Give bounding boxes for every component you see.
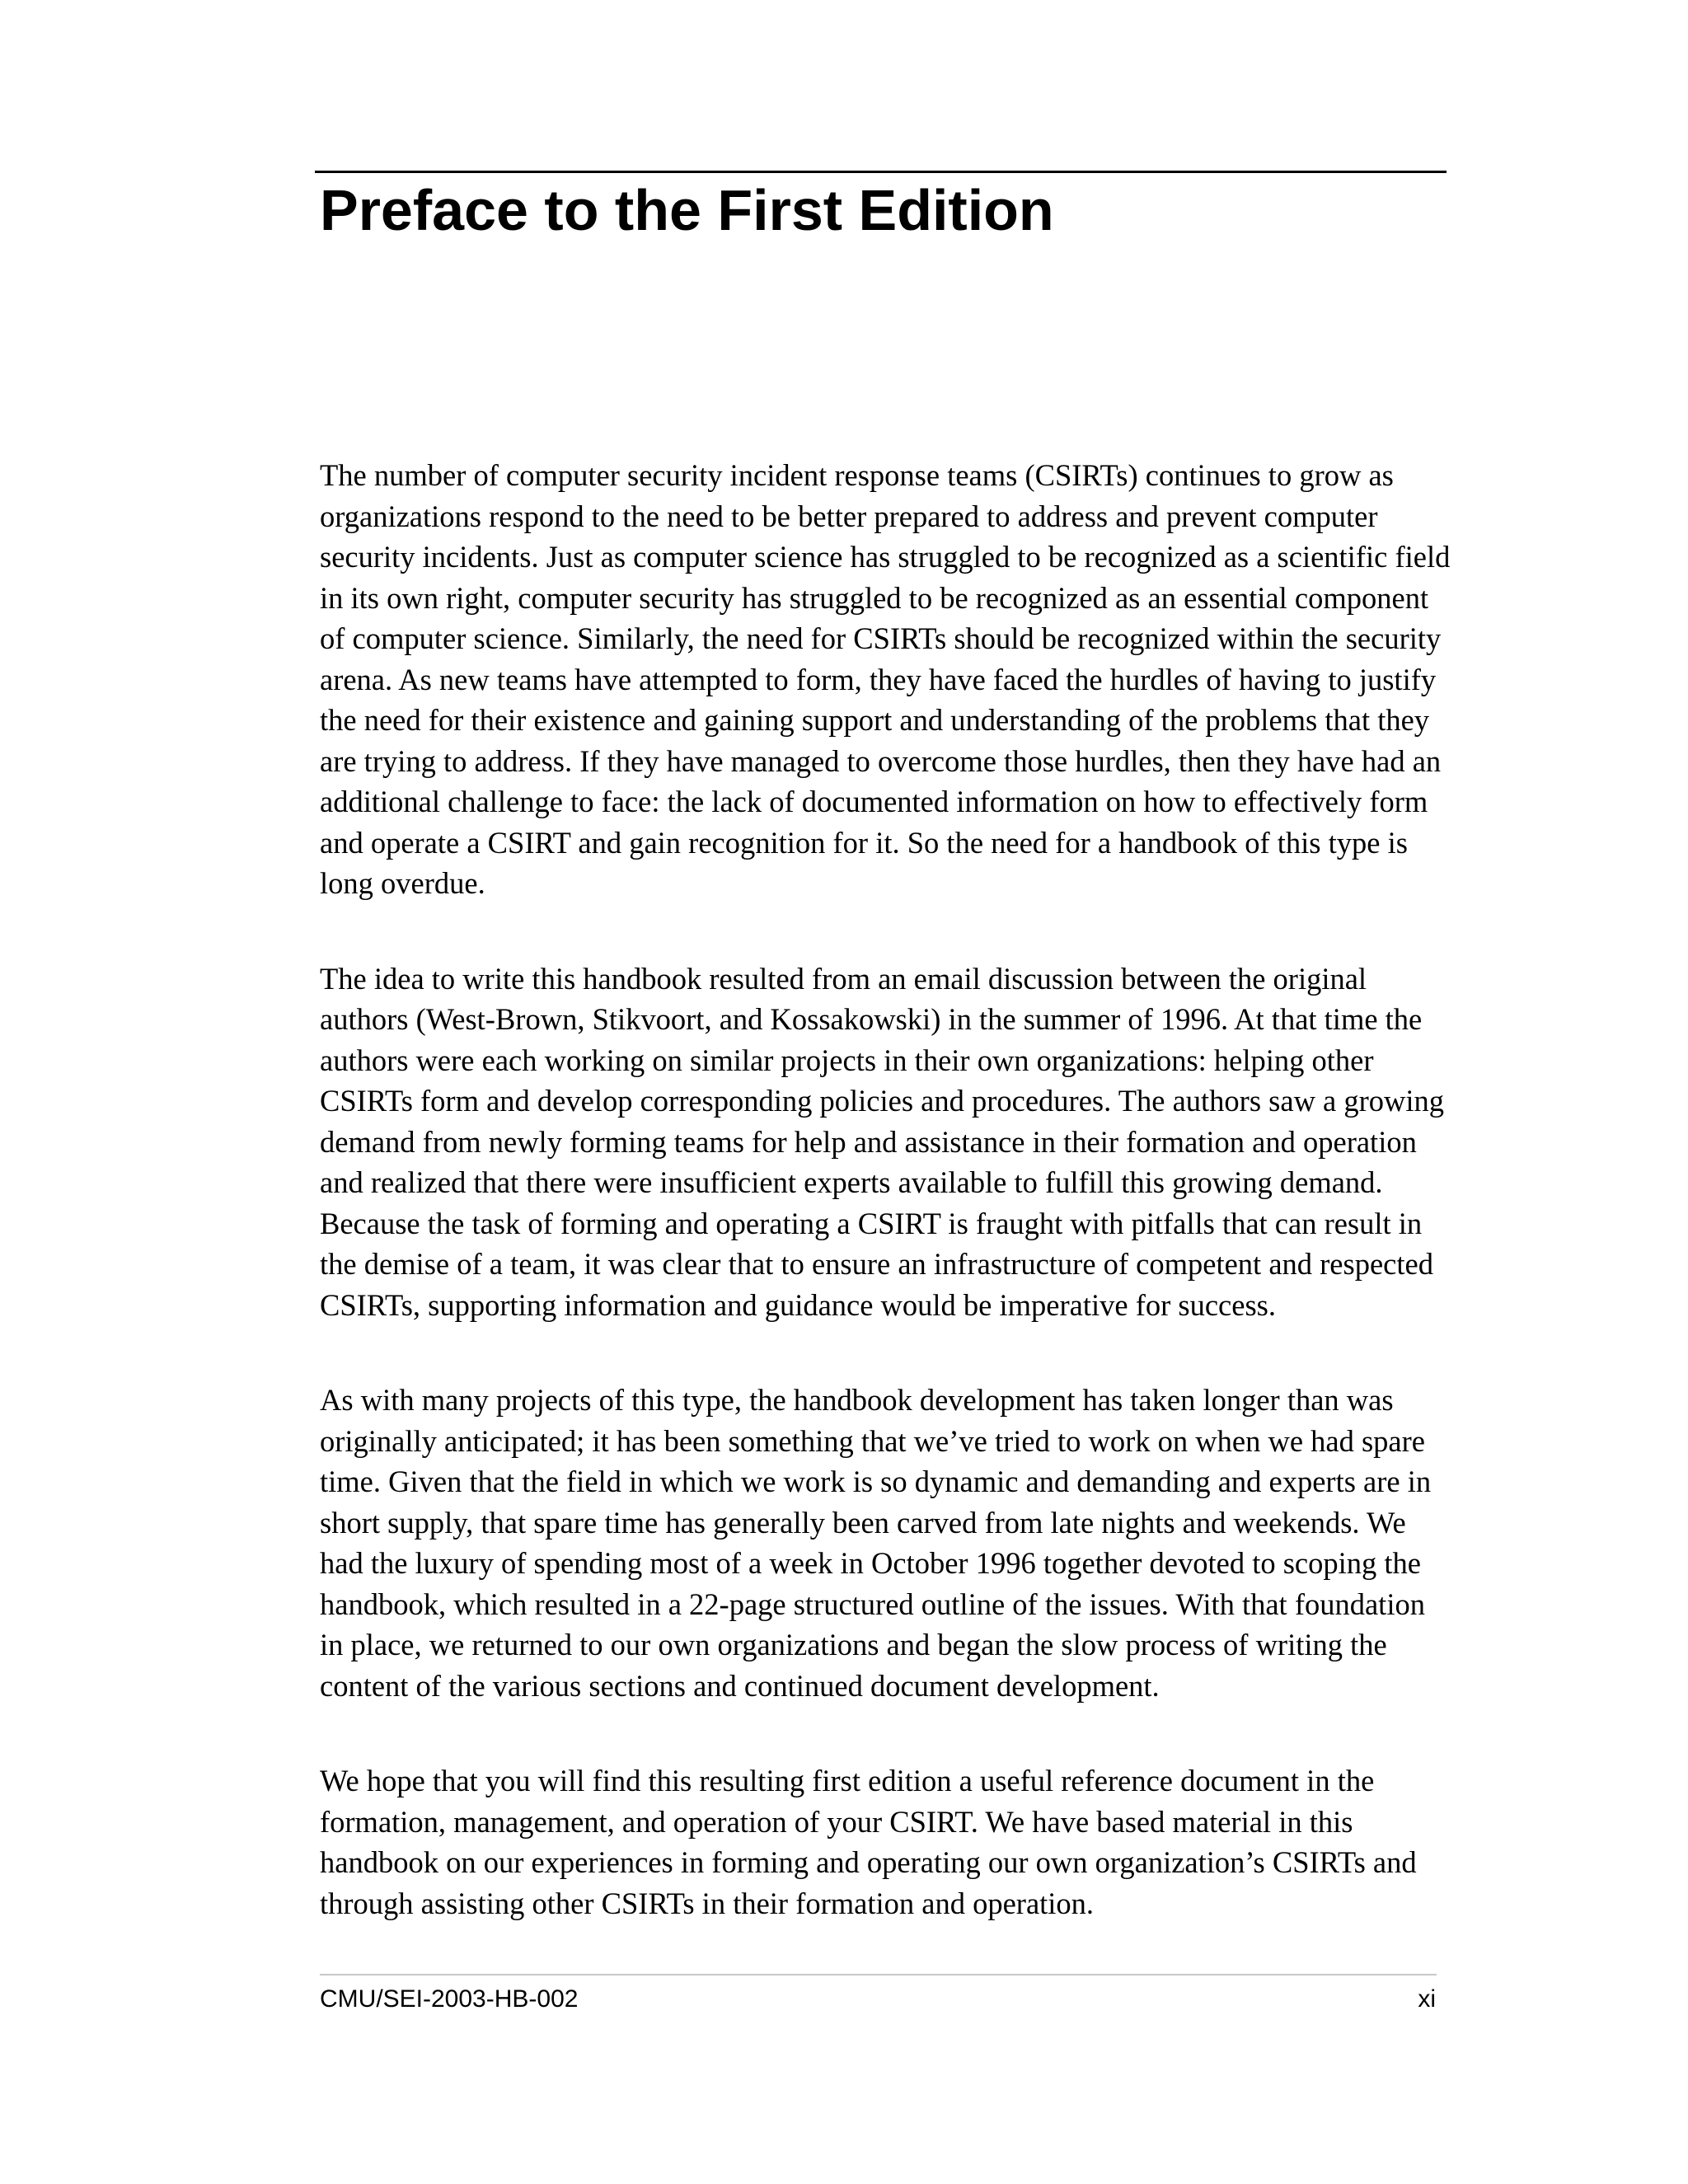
text-line: and realized that there were insufficient experts available to fulfill this growing demand. <box>320 1165 1383 1199</box>
text-line: authors were each working on similar projects in their own organizations: helping other <box>320 1043 1374 1077</box>
footer-page-number: xi <box>1418 1985 1436 2013</box>
text-line: CSIRTs form and develop corresponding policies and procedures. The authors saw a growing <box>320 1084 1445 1118</box>
page-title: Preface to the First Edition <box>320 178 1054 242</box>
text-line: through assisting other CSIRTs in their formation and operation. <box>320 1886 1095 1920</box>
paragraph-3 <box>320 1380 1453 1706</box>
footer-rule <box>320 1974 1437 1975</box>
text-line: originally anticipated; it has been something that we’ve tried to work on when we had spare <box>320 1423 1425 1458</box>
text-line: The idea to write this handbook resulted from an email discussion between the original <box>320 961 1367 996</box>
text-line: are trying to address. If they have managed to overcome those hurdles, then they have had an <box>320 743 1442 778</box>
text-line: time. Given that the field in which we work is so dynamic and demanding and experts are in <box>320 1465 1432 1498</box>
paragraph-4 <box>320 1760 1453 1924</box>
text-line: handbook, which resulted in a 22-page structured outline of the issues. With that foundation <box>320 1586 1425 1621</box>
text-line: authors (West-Brown, Stikvoort, and Kossakowski) in the summer of 1996. At that time the <box>320 1002 1423 1036</box>
body-text <box>320 455 1453 1978</box>
text-line: handbook on our experiences in forming and operating our own organization’s CSIRTs and <box>320 1845 1417 1879</box>
paragraph-2 <box>320 958 1453 1326</box>
text-line: in its own right, computer security has struggled to be recognized as an essential component <box>320 580 1429 615</box>
text-line: short supply, that spare time has generally been carved from late nights and weekends. We <box>320 1505 1406 1540</box>
text-line: the need for their existence and gaining support and understanding of the problems that they <box>320 703 1430 737</box>
text-line: arena. As new teams have attempted to form, they have faced the hurdles of having to justify <box>320 662 1437 696</box>
text-line: demand from newly forming teams for help and assistance in their formation and operation <box>320 1124 1417 1159</box>
text-line: long overdue. <box>320 866 485 900</box>
text-line: had the luxury of spending most of a week in October 1996 together devoted to scoping the <box>320 1546 1421 1580</box>
text-line: formation, management, and operation of your CSIRT. We have based material in this <box>320 1804 1353 1839</box>
text-line: Because the task of forming and operating a CSIRT is fraught with pitfalls that can result in <box>320 1206 1423 1240</box>
text-line: As with many projects of this type, the handbook development has taken longer than was <box>320 1383 1394 1417</box>
text-line: The number of computer security incident response teams (CSIRTs) continues to grow as <box>320 458 1394 492</box>
text-line: organizations respond to the need to be better prepared to address and prevent computer <box>320 499 1378 533</box>
text-line: and operate a CSIRT and gain recognition for it. So the need for a handbook of this type is <box>320 825 1408 860</box>
text-line: content of the various sections and continued document development. <box>320 1668 1160 1703</box>
text-line: the demise of a team, it was clear that to ensure an infrastructure of competent and respected <box>320 1247 1433 1281</box>
text-line: of computer science. Similarly, the need for CSIRTs should be recognized within the security <box>320 621 1442 655</box>
text-line: in place, we returned to our own organizations and began the slow process of writing the <box>320 1628 1387 1661</box>
paragraph-1 <box>320 455 1453 904</box>
text-line: CSIRTs, supporting information and guidance would be imperative for success. <box>320 1287 1276 1322</box>
text-line: security incidents. Just as computer science has struggled to be recognized as a scientific field <box>320 540 1451 574</box>
text-line: We hope that you will find this resulting first edition a useful reference document in the <box>320 1764 1375 1797</box>
footer-document-id: CMU/SEI-2003-HB-002 <box>320 1985 579 2013</box>
text-line: additional challenge to face: the lack of documented information on how to effectively form <box>320 785 1428 818</box>
